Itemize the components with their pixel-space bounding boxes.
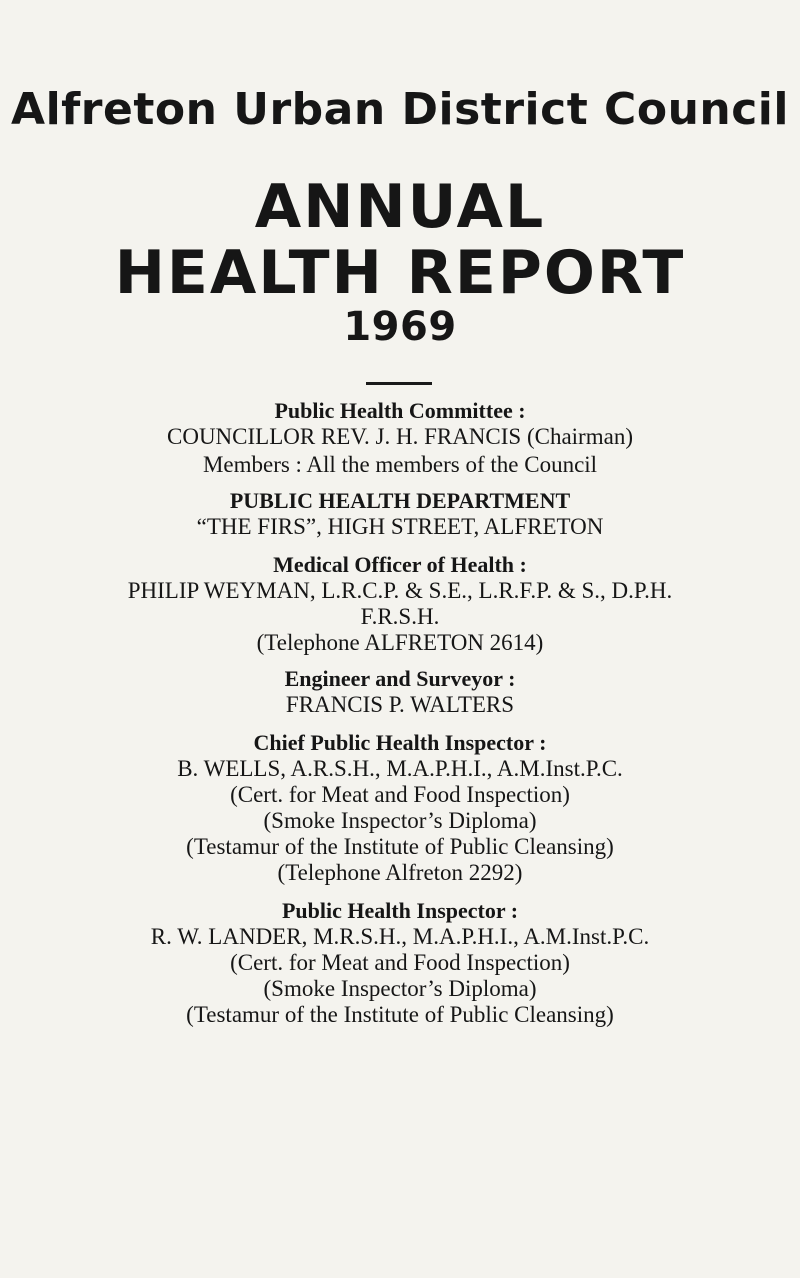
medical-officer-telephone: (Telephone ALFRETON 2614) — [256, 630, 544, 655]
chief-inspector-cert-cleansing: (Testamur of the Institute of Public Cleansing) — [186, 834, 614, 859]
inspector-cert-meat: (Cert. for Meat and Food Inspection) — [230, 950, 570, 975]
committee-heading: Public Health Committee : — [274, 398, 526, 423]
chief-inspector-cert-smoke: (Smoke Inspector’s Diploma) — [263, 808, 537, 833]
engineer-heading: Engineer and Surveyor : — [284, 666, 516, 691]
department-address: “THE FIRS”, HIGH STREET, ALFRETON — [196, 514, 604, 539]
medical-officer-heading: Medical Officer of Health : — [273, 552, 527, 577]
inspector-cert-cleansing: (Testamur of the Institute of Public Cleansing) — [186, 1002, 614, 1027]
chief-inspector-cert-meat: (Cert. for Meat and Food Inspection) — [230, 782, 570, 807]
report-year: 1969 — [343, 304, 457, 350]
chief-inspector-name: B. WELLS, A.R.S.H., M.A.P.H.I., A.M.Inst.P.C. — [177, 756, 623, 781]
medical-officer-name: PHILIP WEYMAN, L.R.C.P. & S.E., L.R.F.P. & S., D.P.H. — [127, 578, 673, 603]
medical-officer-quals: F.R.S.H. — [360, 604, 440, 629]
committee-members: Members : All the members of the Council — [202, 452, 598, 477]
council-name: Alfreton Urban District Council — [11, 84, 789, 135]
chief-inspector-telephone: (Telephone Alfreton 2292) — [277, 860, 523, 885]
engineer-name: FRANCIS P. WALTERS — [285, 692, 515, 717]
department-heading: PUBLIC HEALTH DEPARTMENT — [229, 488, 571, 513]
inspector-cert-smoke: (Smoke Inspector’s Diploma) — [263, 976, 537, 1001]
inspector-name: R. W. LANDER, M.R.S.H., M.A.P.H.I., A.M.Inst.P.C. — [150, 924, 650, 949]
chief-inspector-heading: Chief Public Health Inspector : — [253, 730, 547, 755]
title-annual: ANNUAL — [254, 172, 546, 242]
inspector-heading: Public Health Inspector : — [281, 898, 519, 923]
title-health-report: HEALTH REPORT — [114, 238, 686, 308]
committee-chairman: COUNCILLOR REV. J. H. FRANCIS (Chairman) — [167, 424, 633, 449]
